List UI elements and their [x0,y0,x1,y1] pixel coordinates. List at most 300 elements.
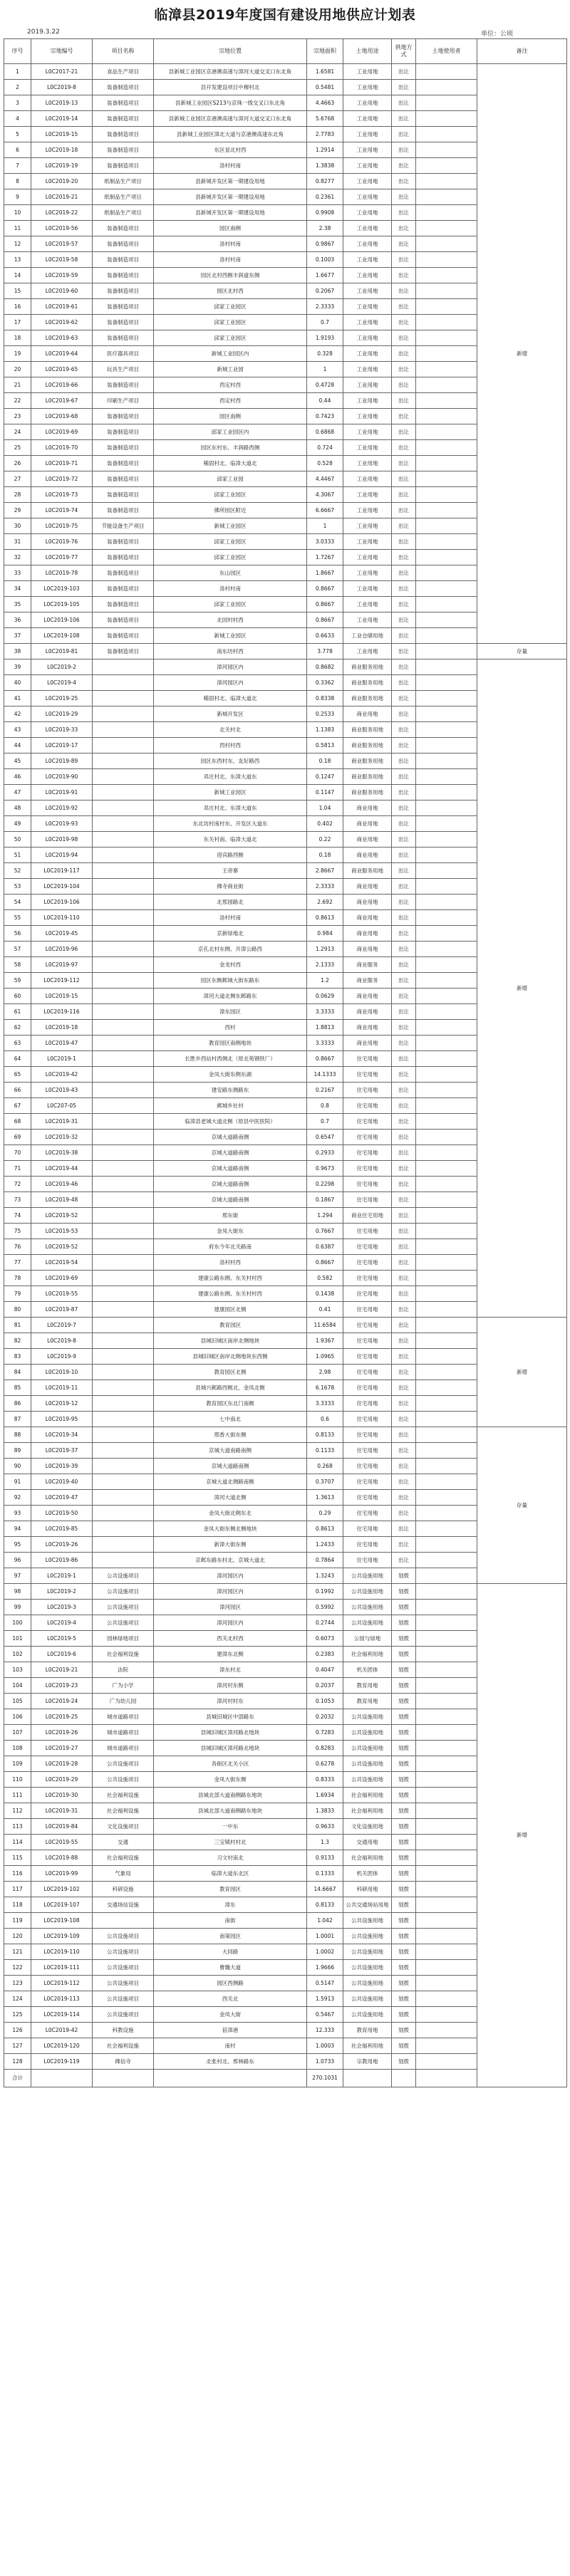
table-row [4,644,567,659]
land-use-cell: 住宅用地 [343,1459,392,1474]
land-user-cell [416,1647,477,1662]
land-user-cell [416,675,477,691]
project-cell: 城市道路项目 [93,1741,154,1756]
project-cell: 广为幼儿园 [93,1694,154,1709]
seq-cell: 60 [4,989,31,1004]
parcel-id-cell: L0C2019-55 [31,1286,93,1302]
remark-category-cell: 新增 [477,1584,567,2087]
area-cell: 1.8813 [307,1020,343,1036]
land-user-cell [416,1474,477,1490]
parcel-id-cell: L0C2019-52 [31,1239,93,1255]
location-cell: 县城旧城区南岸北侧地块东西侧 [154,1349,307,1365]
project-cell [93,659,154,675]
land-user-cell [416,221,477,236]
supply-method-cell: 出让 [392,628,416,644]
land-use-cell: 公共设施用地 [343,1709,392,1725]
seq-cell: 76 [4,1239,31,1255]
project-cell: 装备制造项目 [93,252,154,268]
land-user-cell [416,471,477,487]
supply-method-cell: 出让 [392,738,416,753]
land-user-cell [416,487,477,503]
parcel-id-cell: L0C2019-55 [31,1835,93,1850]
supply-method-cell: 出让 [392,1553,416,1568]
parcel-id-cell: L0C2019-21 [31,1662,93,1678]
area-cell: 0.6633 [307,628,343,644]
seq-cell: 15 [4,283,31,299]
parcel-id-cell: L0C2019-94 [31,848,93,863]
supply-method-cell: 出让 [392,189,416,205]
supply-method-cell: 划拨 [392,1991,416,2007]
land-user-cell [416,816,477,832]
supply-method-cell: 划拨 [392,1897,416,1913]
parcel-id-cell: L0C2019-96 [31,942,93,957]
remark-category-cell: 存量 [477,644,567,659]
land-user-cell [416,1396,477,1412]
project-cell: 装备制造项目 [93,424,154,440]
parcel-id-cell: L0C2019-120 [31,2038,93,2054]
land-use-cell: 住宅用地 [343,1192,392,1208]
land-use-cell: 工业用地 [343,581,392,597]
land-use-cell: 商业用地 [343,879,392,895]
project-cell [93,1537,154,1553]
parcel-id-cell: L0C2019-17 [31,738,93,753]
land-use-cell: 住宅用地 [343,1490,392,1506]
area-cell: 0.9633 [307,1819,343,1835]
supply-method-cell: 划拨 [392,1600,416,1615]
seq-cell: 109 [4,1756,31,1772]
seq-cell: 37 [4,628,31,644]
location-cell: 漳河园区 [154,1600,307,1615]
land-user-cell [416,565,477,581]
area-cell: 0.1992 [307,1584,343,1600]
area-cell: 0.8613 [307,910,343,926]
table-row [4,1584,567,1600]
land-use-cell: 住宅用地 [343,1474,392,1490]
project-cell: 佛信寺 [93,2054,154,2070]
parcel-id-cell: L0C2019-56 [31,221,93,236]
column-header: 土地使用者 [416,39,477,64]
area-cell: 0.8277 [307,174,343,189]
seq-cell: 48 [4,801,31,816]
project-cell [93,1098,154,1114]
supply-method-cell: 出让 [392,236,416,252]
project-cell: 装备制造项目 [93,236,154,252]
land-use-cell: 宗教用地 [343,2054,392,2070]
project-cell [93,691,154,706]
area-cell: 0.6073 [307,1631,343,1647]
land-use-cell: 住宅用地 [343,1130,392,1145]
location-cell: 洛村村南 [154,581,307,597]
land-use-cell: 商业用地 [343,989,392,1004]
location-cell: 佛所园区附近 [154,503,307,518]
parcel-id-cell: L0C2019-113 [31,1991,93,2007]
project-cell: 园林绿地项目 [93,1631,154,1647]
supply-method-cell: 出让 [392,1208,416,1224]
project-cell [93,1521,154,1537]
project-cell [93,675,154,691]
location-cell: 新城工业园区内 [154,346,307,362]
location-cell: 南街 [154,1913,307,1929]
supply-method-cell: 出让 [392,503,416,518]
supply-method-cell: 出让 [392,581,416,597]
seq-cell: 123 [4,1976,31,1991]
land-user-cell [416,1412,477,1427]
location-cell: 园区东西村东、友好路西 [154,753,307,769]
project-cell [93,816,154,832]
table-row [4,1427,567,1443]
location-cell: 邱家工业园区 [154,299,307,315]
parcel-id-cell: L0C2019-9 [31,1349,93,1365]
land-user-cell [416,1600,477,1615]
land-use-cell: 住宅用地 [343,1271,392,1286]
seq-cell: 102 [4,1647,31,1662]
location-cell: 县城旧城区南岸北侧地块 [154,1333,307,1349]
area-cell: 14.1333 [307,1067,343,1083]
land-use-cell: 商业用地 [343,895,392,910]
column-header: 宗地面积 [307,39,343,64]
location-cell: 新城工业园区 [154,518,307,534]
project-cell [93,957,154,973]
parcel-id-cell: L0C2019-90 [31,769,93,785]
supply-method-cell: 出让 [392,1302,416,1318]
parcel-id-cell: L0C2019-15 [31,127,93,142]
location-cell: 东山园区 [154,565,307,581]
location-cell: 稀固村北、临漳大道北 [154,456,307,471]
parcel-id-cell: L0C2019-27 [31,1741,93,1756]
parcel-id-cell: L0C2019-54 [31,1255,93,1271]
seq-cell: 27 [4,471,31,487]
location-cell: 建康公路东侧、东关村村西 [154,1271,307,1286]
project-cell [93,706,154,722]
area-cell: 0.44 [307,393,343,409]
location-cell: 西关北 [154,1991,307,2007]
land-user-cell [416,1114,477,1130]
location-cell: 府东今年北关路南 [154,1239,307,1255]
land-user-cell [416,64,477,80]
seq-cell: 95 [4,1537,31,1553]
seq-cell: 1 [4,64,31,80]
parcel-id-cell: L0C2019-53 [31,1224,93,1239]
seq-cell: 65 [4,1067,31,1083]
land-use-cell: 公共设施用地 [343,1600,392,1615]
seq-cell: 105 [4,1694,31,1709]
project-cell [93,973,154,989]
location-cell: 漳东园区 [154,1004,307,1020]
location-cell: 建康公路东侧、东关村村西 [154,1286,307,1302]
supply-method-cell: 出让 [392,910,416,926]
seq-cell: 13 [4,252,31,268]
land-use-cell: 住宅用地 [343,1302,392,1318]
land-use-cell: 商业住宅用地 [343,1208,392,1224]
supply-method-cell: 划拨 [392,1694,416,1709]
area-cell: 0.1247 [307,769,343,785]
location-cell: 稀固村北、临漳大道北 [154,691,307,706]
area-cell: 1.3833 [307,1803,343,1819]
location-cell: 县城兴邺路西侧北、金凤北侧 [154,1380,307,1396]
land-user-cell [416,1835,477,1850]
seq-cell: 86 [4,1396,31,1412]
land-use-cell: 工业用地 [343,518,392,534]
area-cell: 0.6868 [307,424,343,440]
project-cell [93,1380,154,1396]
seq-cell: 28 [4,487,31,503]
supply-method-cell: 出让 [392,487,416,503]
table-row [4,64,567,80]
project-cell [93,1161,154,1177]
land-user-cell [416,127,477,142]
total-empty-cell [392,2070,416,2087]
parcel-id-cell: L0C2019-77 [31,550,93,565]
project-cell: 公共设施项目 [93,2007,154,2023]
seq-cell: 104 [4,1678,31,1694]
parcel-id-cell: L0C2019-72 [31,471,93,487]
land-use-cell: 工业用地 [343,487,392,503]
area-cell: 0.7423 [307,409,343,424]
parcel-id-cell: L0C2019-73 [31,487,93,503]
land-user-cell [416,1427,477,1443]
seq-cell: 83 [4,1349,31,1365]
seq-cell: 4 [4,111,31,127]
supply-method-cell: 出让 [392,1506,416,1521]
area-cell: 0.4728 [307,377,343,393]
land-user-cell [416,299,477,315]
land-use-cell: 商业服务用地 [343,722,392,738]
project-cell: 装备制造项目 [93,158,154,174]
supply-method-cell: 出让 [392,957,416,973]
parcel-id-cell: L0C2019-110 [31,1944,93,1960]
seq-cell: 125 [4,2007,31,2023]
supply-method-cell: 出让 [392,1020,416,1036]
project-cell [93,1474,154,1490]
location-cell: 漳河村村东 [154,1694,307,1709]
supply-method-cell: 出让 [392,644,416,659]
seq-cell: 36 [4,612,31,628]
land-use-cell: 商业服务 [343,973,392,989]
land-user-cell [416,612,477,628]
land-user-cell [416,989,477,1004]
supply-method-cell: 出让 [392,879,416,895]
land-user-cell [416,1850,477,1866]
area-cell: 1.9367 [307,1333,343,1349]
land-user-cell [416,1568,477,1584]
area-cell: 0.1333 [307,1866,343,1882]
seq-cell: 114 [4,1835,31,1850]
land-user-cell [416,1944,477,1960]
supply-method-cell: 出让 [392,1349,416,1365]
land-use-cell: 交通用地 [343,1835,392,1850]
project-cell [93,1365,154,1380]
seq-cell: 20 [4,362,31,377]
seq-cell: 39 [4,659,31,675]
seq-cell: 49 [4,816,31,832]
parcel-id-cell: L0C2019-65 [31,362,93,377]
location-cell: 漳河园区内 [154,659,307,675]
project-cell: 玩具生产项目 [93,362,154,377]
supply-method-cell: 出让 [392,1067,416,1083]
location-cell: 漳河园区内 [154,675,307,691]
land-user-cell [416,1709,477,1725]
supply-method-cell: 出让 [392,534,416,550]
parcel-id-cell: L0C2019-109 [31,1929,93,1944]
parcel-id-cell: L0C2019-31 [31,1803,93,1819]
project-cell [93,1192,154,1208]
area-cell: 0.2298 [307,1177,343,1192]
parcel-id-cell: L0C2019-66 [31,377,93,393]
supply-method-cell: 出让 [392,612,416,628]
area-cell: 0.7283 [307,1725,343,1741]
parcel-id-cell: L0C2019-50 [31,1506,93,1521]
land-use-cell: 社会福利用地 [343,1850,392,1866]
parcel-id-cell: L0C2019-43 [31,1083,93,1098]
supply-method-cell: 出让 [392,393,416,409]
seq-cell: 87 [4,1412,31,1427]
column-header: 项目名称 [93,39,154,64]
seq-cell: 66 [4,1083,31,1098]
supply-method-cell: 划拨 [392,1568,416,1584]
land-user-cell [416,2007,477,2023]
seq-cell: 29 [4,503,31,518]
project-cell [93,1412,154,1427]
location-cell: 一中东 [154,1819,307,1835]
supply-method-cell: 划拨 [392,1960,416,1976]
area-cell: 1.042 [307,1913,343,1929]
project-cell [93,1020,154,1036]
project-cell: 文化设施项目 [93,1819,154,1835]
area-cell: 14.6667 [307,1882,343,1897]
seq-cell: 9 [4,189,31,205]
project-cell [93,1443,154,1459]
project-cell: 公共设施项目 [93,1568,154,1584]
land-use-cell: 社会福利用地 [343,1788,392,1803]
area-cell: 3.3333 [307,1396,343,1412]
project-cell [93,1036,154,1051]
land-use-cell: 公共设施用地 [343,1725,392,1741]
location-cell: 邓庄村北、东漳大道东 [154,769,307,785]
area-cell: 0.8283 [307,1741,343,1756]
seq-cell: 22 [4,393,31,409]
seq-cell: 94 [4,1521,31,1537]
parcel-id-cell: L0C2019-39 [31,1459,93,1474]
land-use-cell: 工业用地 [343,362,392,377]
land-use-cell: 商业用地 [343,816,392,832]
project-cell: 装备制造项目 [93,565,154,581]
seq-cell: 8 [4,174,31,189]
supply-method-cell: 出让 [392,95,416,111]
total-label: 合计 [4,2070,31,2087]
seq-cell: 78 [4,1271,31,1286]
land-use-cell: 工业用地 [343,268,392,283]
land-use-cell: 住宅用地 [343,1333,392,1349]
location-cell: 建漳东北侧 [154,1647,307,1662]
location-cell: 京城大道路南侧 [154,1130,307,1145]
land-user-cell [416,1788,477,1803]
seq-cell: 5 [4,127,31,142]
land-user-cell [416,111,477,127]
project-cell [93,769,154,785]
seq-cell: 57 [4,942,31,957]
seq-cell: 17 [4,315,31,330]
project-cell [93,1427,154,1443]
project-cell: 装备制造项目 [93,377,154,393]
area-cell: 0.5467 [307,2007,343,2023]
project-cell [93,863,154,879]
parcel-id-cell: L0C2019-92 [31,801,93,816]
area-cell: 0.6278 [307,1756,343,1772]
seq-cell: 118 [4,1897,31,1913]
area-cell: 0.7 [307,315,343,330]
project-cell [93,1130,154,1145]
area-cell: 1.0003 [307,2038,343,2054]
project-cell [93,910,154,926]
land-use-cell: 工业用地 [343,315,392,330]
land-user-cell [416,1803,477,1819]
seq-cell: 96 [4,1553,31,1568]
location-cell: 七中南北 [154,1412,307,1427]
parcel-id-cell: L0C2019-71 [31,456,93,471]
land-plan-table [4,38,567,2087]
seq-cell: 52 [4,863,31,879]
supply-method-cell: 出让 [392,1145,416,1161]
project-cell: 印刷生产项目 [93,393,154,409]
location-cell: 西村 [154,1020,307,1036]
project-cell [93,879,154,895]
unit-label: 单位：公顷 [480,31,513,38]
project-cell: 装备制造项目 [93,111,154,127]
parcel-id-cell: L0C2019-30 [31,1788,93,1803]
area-cell: 1.6934 [307,1788,343,1803]
total-empty-cell [154,2070,307,2087]
location-cell: 县新城开发区第一期建设用地 [154,205,307,221]
seq-cell: 82 [4,1333,31,1349]
seq-cell: 16 [4,299,31,315]
seq-cell: 80 [4,1302,31,1318]
land-use-cell: 工业用地 [343,299,392,315]
location-cell: 习文村南北 [154,1850,307,1866]
location-cell: 临漳大道东北区 [154,1866,307,1882]
seq-cell: 97 [4,1568,31,1584]
location-cell: 县新城开发区第一期建设用地 [154,174,307,189]
parcel-id-cell: L0C2019-111 [31,1960,93,1976]
land-user-cell [416,1067,477,1083]
seq-cell: 108 [4,1741,31,1756]
parcel-id-cell: L0C2019-21 [31,189,93,205]
column-header: 土地用途 [343,39,392,64]
project-cell [93,1318,154,1333]
supply-method-cell: 出让 [392,1036,416,1051]
parcel-id-cell: L0C2019-98 [31,832,93,848]
remark-category-cell: 新增 [477,659,567,1318]
seq-cell: 51 [4,848,31,863]
supply-method-cell: 划拨 [392,1976,416,1991]
column-header: 宗地位置 [154,39,307,64]
land-user-cell [416,236,477,252]
project-cell: 装备制造项目 [93,612,154,628]
parcel-id-cell: L0C2019-3 [31,1600,93,1615]
project-cell [93,1271,154,1286]
seq-cell: 75 [4,1224,31,1239]
land-use-cell: 商业服务用地 [343,738,392,753]
seq-cell: 54 [4,895,31,910]
parcel-id-cell: L0C2019-2 [31,659,93,675]
project-cell [93,989,154,1004]
project-cell [93,753,154,769]
land-user-cell [416,1333,477,1349]
seq-cell: 33 [4,565,31,581]
location-cell: 漳东 [154,1897,307,1913]
land-use-cell: 公共设施用地 [343,1584,392,1600]
land-user-cell [416,550,477,565]
supply-method-cell: 划拨 [392,1835,416,1850]
